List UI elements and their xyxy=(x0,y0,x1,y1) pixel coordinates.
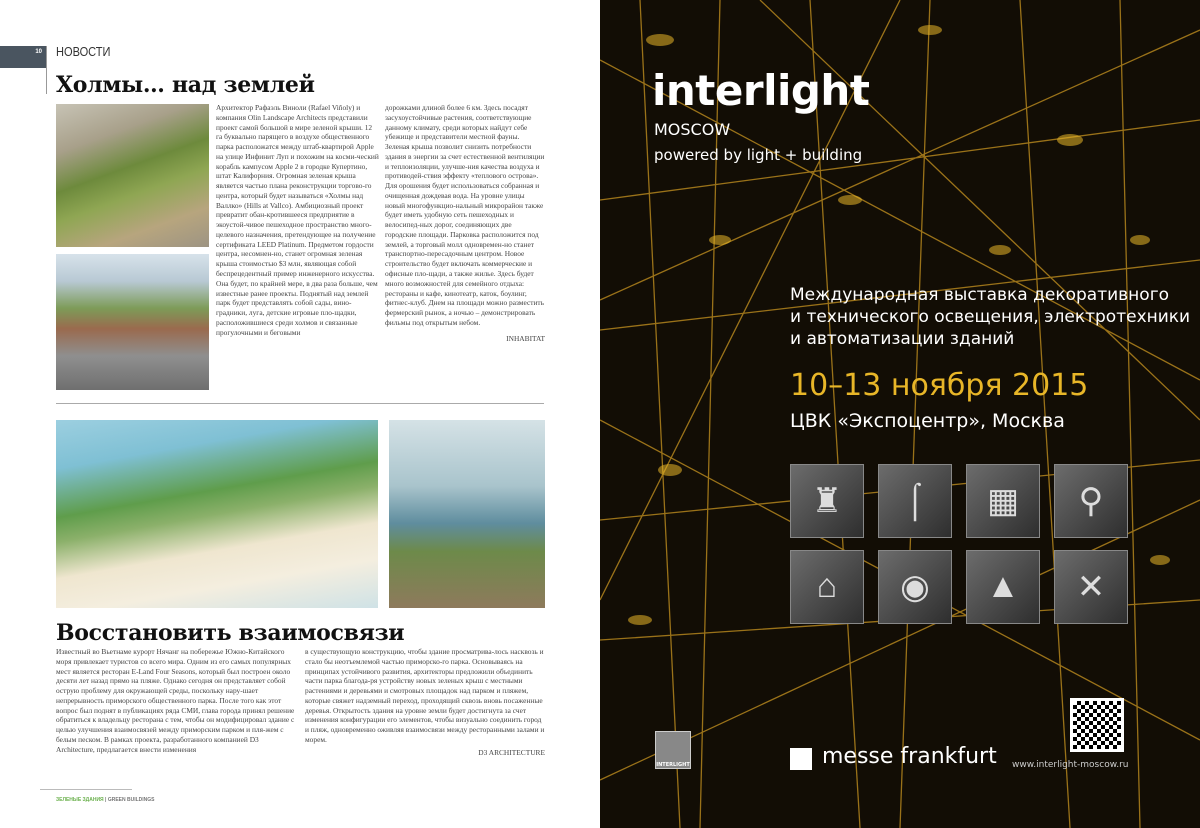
article-column-1: Архитектор Рафаэль Виноли (Rafael Viñoly) и компания Olin Landscape Architects представили проект самой большой в мире зеленой крыши. 12 га буквально парящего в воздухе общественного парка расположатся между штаб-квартирой Apple на улице Инфинит Луп и похожим на косми-ческий корабль кампусом Apple 2 в городке Купертино, штат Калифорния. Огромная зеленая крыша является частью плана реконструкции торгово-го центра, который будет называться «Холмы над Валлко» (Hills at Vallco). Амбициозный проект превратит обан-кротившееся предприятие в экоустой-чивое пешеходное пространство много-целевого назначения, претендующее на получение сертификата LEED Platinum. Предметом гордости центра, несомнен-но, станет огромная зеленая крыша стоимостью $3 млн, являющая собой беспрецедентный пример инженерного искусства. Она будет, по крайней мере, в два раза больше, чем известные ранее проекты. Поднятый над землей парк будет представлять собой сады, вино-градники, луга, детские игровые пло-щадки, расположившиеся среди холмов и связанные прогулочными и беговыми xyxy=(216,103,379,337)
brand-city: MOSCOW xyxy=(654,120,731,139)
street-lamp-icon: ⌠ xyxy=(878,464,952,538)
divider xyxy=(56,403,544,404)
divider xyxy=(40,789,132,790)
article-title: Холмы… над землей xyxy=(56,72,315,98)
page-number: 10 xyxy=(0,46,46,68)
exhibition-description xyxy=(790,284,1190,350)
brand-tagline: powered by light + building xyxy=(654,146,863,164)
organizer-name: messe frankfurt xyxy=(822,744,997,769)
footer-ru: ЗЕЛЕНЫЕ ЗДАНИЯ xyxy=(56,797,104,803)
section-label: НОВОСТИ xyxy=(56,44,111,59)
terrace-image xyxy=(389,420,545,608)
tools-icon: ✕ xyxy=(1054,550,1128,624)
article2-column-2-wrap xyxy=(305,647,545,757)
article-source: D3 ARCHITECTURE xyxy=(478,747,545,757)
footer xyxy=(56,797,155,803)
article-column-1-wrap xyxy=(216,103,379,337)
socket-icon: ◉ xyxy=(878,550,952,624)
qr-pattern xyxy=(1073,701,1121,749)
article-column-1: Известный во Вьетнаме курорт Нячанг на побережье Южно-Китайского моря привлекает туристов со всего мира. Одним из его самых популярных мест является ресторан E-Land Four Seasons, который был построен около десяти лет назад прямо на пляже. Однако сегодня он представляет собой острую проблему для окружающей среды, поскольку нару-шает непрерывность приморского общественного парка. После того как этот вопрос был поднят в публикациях ряда СМИ, глава города принял решение обратиться к владельцу ресторана с тем, чтобы он модифицировал здание с целью улучшения взаимосвязей между приморским парком и пля-жем с белым песком. В рамках проекта, разработанного компанией D3 Architecture, предлагается внести изменения xyxy=(56,647,295,754)
divider xyxy=(46,46,47,94)
description-line: Международная выставка декоративного xyxy=(790,285,1170,305)
advertisement xyxy=(600,0,1200,828)
article-title: Восстановить взаимосвязи xyxy=(56,620,405,646)
interlight-small-logo xyxy=(655,731,691,769)
description-line: и технического освещения, электротехники xyxy=(790,307,1191,327)
article-column-2: дорожками длиной более 6 км. Здесь посадят засухоустойчивые растения, соответствующие данному климату, среди которых найдут себе убежище и представители местной фауны. Зеленая крыша позволит снизить потребности здания в энергии за счет естественной вентиляции и теплоизоляции, улучше-ния качества воздуха и противодей-ствия эффекту «теплового острова». Для орошения будет использоваться собранная и очищенная дождевая вода. На уровне улицы новый многофункцио-нальный микрорайон также будет иметь удобную сеть пешеходных и велосипед-ных дорог, соединяющих две городские площади. Парковка расположится под землей, а торговый молл одновремен-но станет транспортно-пересадочным центром. Новое строительство будет включать коммерческие и офисные пло-щади, а также жилье. Здесь будет много возможностей для семейного отдыха: рестораны и кафе, кинотеатр, каток, боулинг, фитнес-клуб. Днем на площади можно разместить фермерский рынок, а ночью – демонстрировать фильмы под открытым небом. xyxy=(385,103,545,327)
exhibition-dates: 10–13 ноября 2015 xyxy=(790,368,1089,403)
messe-frankfurt-logo-mark xyxy=(790,748,812,770)
smart-home-icon: ⌂ xyxy=(790,550,864,624)
article2-column-1-wrap xyxy=(56,647,296,754)
bulb-icon: ⚲ xyxy=(1054,464,1128,538)
street-view-image xyxy=(56,254,209,390)
description-line: и автоматизации зданий xyxy=(790,329,1015,349)
logo-text: INTERLIGHT xyxy=(656,762,690,768)
aerial-park-image xyxy=(56,104,209,247)
table-lamp-icon: ♜ xyxy=(790,464,864,538)
article-column-2-wrap xyxy=(385,103,545,343)
exhibition-venue: ЦВК «Экспоцентр», Москва xyxy=(790,410,1065,432)
website-link[interactable]: www.interlight-moscow.ru xyxy=(1012,760,1129,770)
christmas-tree-icon: ▲ xyxy=(966,550,1040,624)
footer-en: GREEN BUILDINGS xyxy=(107,797,155,803)
beach-restaurant-image xyxy=(56,420,378,608)
footer-separator: | xyxy=(103,797,108,803)
article-source: INHABITAT xyxy=(506,333,545,343)
article-column-2: в существующую конструкцию, чтобы здание просматрива-лось насквозь и стало бы неотъемлемой частью приморско-го парка. Основываясь на принципах устойчивого развития, архитекторы предложили объединить части парка благода-ря устройству новых зеленых крыш с местными растениями и деревьями и смотровых площадок над парком и пляжем, которые свяжет надземный переход, проходящий сквозь вновь посаженные деревья. Открытость здания на уровне земли будет достигнута за счет изменения конфигурации его элементов, чтобы визуально соединить город и пляж, одновременно оживляя взаимосвязи между ресторанными залами и морем. xyxy=(305,647,545,744)
qr-code[interactable] xyxy=(1070,698,1124,752)
led-panel-icon: ▦ xyxy=(966,464,1040,538)
brand-logo: interlight xyxy=(652,66,870,115)
